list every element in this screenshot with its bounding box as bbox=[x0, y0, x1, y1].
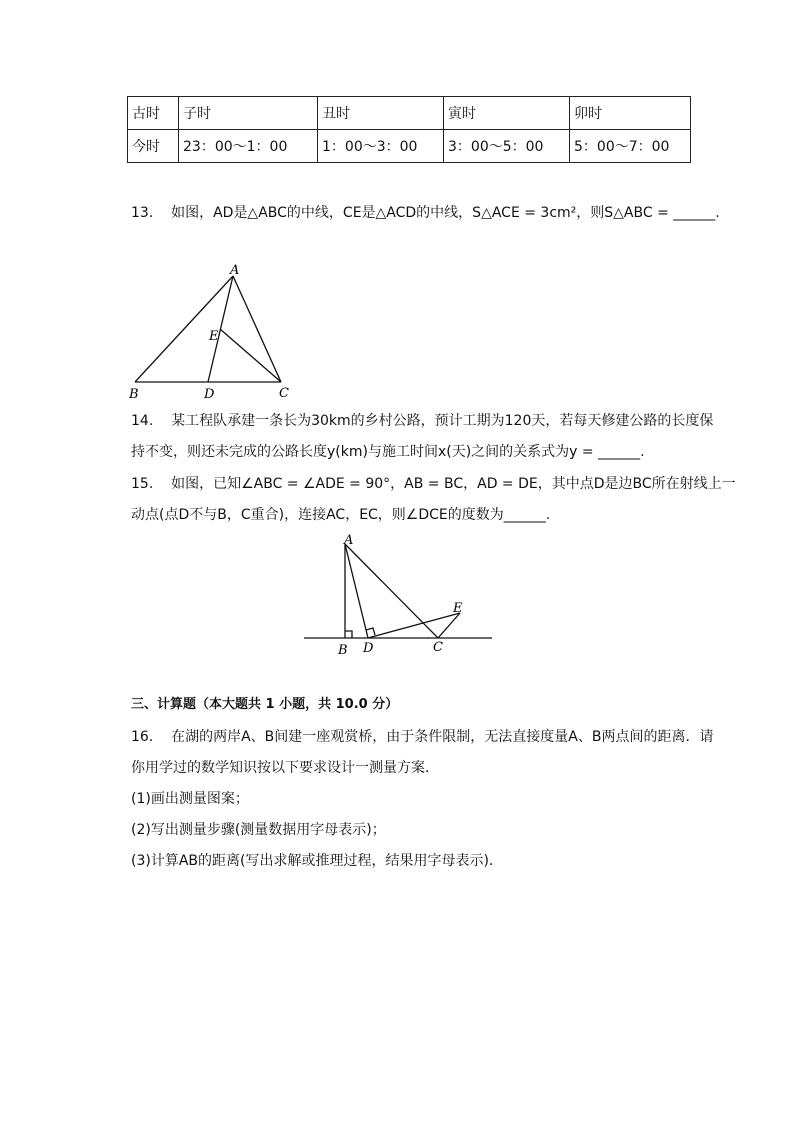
segment-ce bbox=[220, 329, 281, 382]
segment-ac bbox=[345, 544, 438, 638]
table-cell: 子时 bbox=[179, 97, 318, 130]
question-number: 13. bbox=[131, 205, 154, 221]
label-c: C bbox=[433, 640, 443, 655]
label-b: B bbox=[129, 387, 139, 402]
question-13 bbox=[131, 203, 720, 223]
label-b: B bbox=[338, 643, 348, 658]
table-cell: 寅时 bbox=[444, 97, 570, 130]
table-cell: 丑时 bbox=[318, 97, 444, 130]
question-text: 某工程队承建一条长为30km的乡村公路，预计工期为120天，若每天修建公路的长度保 bbox=[171, 413, 714, 429]
question-number: 16. bbox=[131, 729, 154, 745]
question-number: 15. bbox=[131, 476, 154, 492]
question-number: 14. bbox=[131, 413, 154, 429]
segment-ac bbox=[233, 276, 281, 382]
question-text: 如图，AD是△ABC的中线，CE是△ACD的中线，S△ACE = 3cm²，则S△ABC = ______. bbox=[171, 205, 720, 221]
label-e: E bbox=[209, 329, 219, 344]
table-cell: 1：00～3：00 bbox=[318, 130, 444, 163]
question-16-item-2: (2)写出测量步骤(测量数据用字母表示)； bbox=[131, 822, 386, 838]
question-15-line-1 bbox=[131, 474, 736, 494]
table-row bbox=[128, 130, 691, 163]
question-16-item-3: (3)计算AB的距离(写出求解或推理过程，结果用字母表示)． bbox=[131, 853, 503, 869]
table-cell: 卯时 bbox=[570, 97, 691, 130]
segment-ad bbox=[345, 544, 368, 638]
question-text: 在湖的两岸A、B间建一座观赏桥，由于条件限制，无法直接度量A、B两点间的距离．请 bbox=[171, 729, 714, 745]
table-row bbox=[128, 97, 691, 130]
question-15-line-2: 动点(点D不与B，C重合)，连接AC，EC，则∠DCE的度数为______. bbox=[131, 507, 551, 523]
triangle-figure-13 bbox=[125, 260, 300, 405]
label-a: A bbox=[230, 263, 240, 278]
label-d: D bbox=[204, 387, 215, 402]
section-heading: 三、计算题（本大题共 1 小题，共 10.0 分） bbox=[131, 697, 399, 712]
question-14-line-1 bbox=[131, 411, 713, 431]
table-cell: 3：00～5：00 bbox=[444, 130, 570, 163]
question-16-line-2: 你用学过的数学知识按以下要求设计一测量方案． bbox=[131, 760, 439, 776]
table-cell: 5：00～7：00 bbox=[570, 130, 691, 163]
segment-ec bbox=[438, 613, 460, 638]
segment-de bbox=[368, 613, 460, 638]
right-angle-mark-b bbox=[345, 631, 352, 638]
question-16-line-1 bbox=[131, 727, 713, 747]
question-14-line-2: 持不变，则还未完成的公路长度y(km)与施工时间x(天)之间的关系式为y = ______. bbox=[131, 444, 645, 460]
question-16-item-1: (1)画出测量图案； bbox=[131, 791, 249, 807]
label-c: C bbox=[279, 386, 289, 401]
table-cell: 古时 bbox=[128, 97, 179, 130]
label-e: E bbox=[453, 601, 463, 616]
label-d: D bbox=[363, 641, 374, 656]
label-a: A bbox=[344, 533, 354, 548]
table-cell: 今时 bbox=[128, 130, 179, 163]
question-text: 如图，已知∠ABC = ∠ADE = 90°，AB = BC，AD = DE，其中点D是边BC所在射线上一 bbox=[171, 476, 736, 492]
geometry-figure-15 bbox=[300, 530, 495, 658]
table-cell: 23：00～1：00 bbox=[179, 130, 318, 163]
time-table bbox=[127, 96, 691, 163]
